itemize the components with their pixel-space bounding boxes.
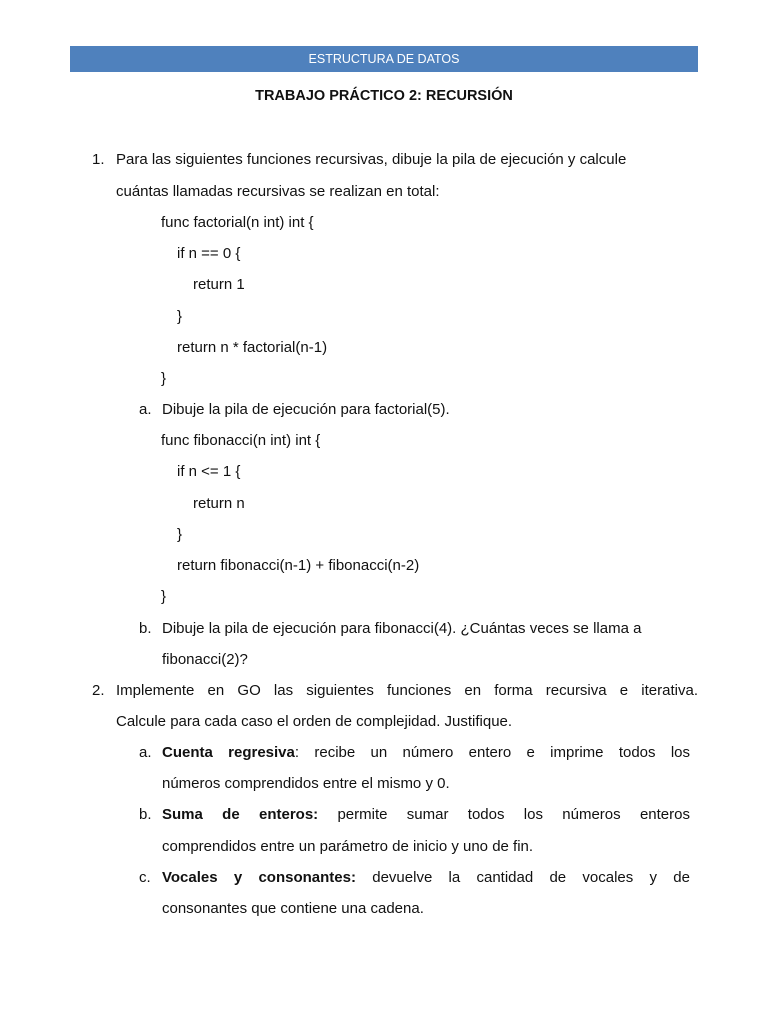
header-bar [70,46,698,72]
document-title: TRABAJO PRÁCTICO 2: RECURSIÓN [255,88,513,104]
code-fibonacci-line-6: } [161,588,167,605]
code-fibonacci-line-5: return fibonacci(n-1) + fibonacci(n-2) [177,557,420,574]
q2-b-line-2: comprendidos entre un parámetro de inicio y uno de fin. [162,838,534,855]
q1-b-line-2: fibonacci(2)? [162,651,248,668]
q2-a-label: a. [139,744,152,761]
q1-line-1: Para las siguientes funciones recursivas, dibuje la pila de ejecución y calcule [116,151,627,168]
q2-b-line-1 [162,804,690,826]
q2-b-term: Suma de enteros: [162,806,319,823]
code-factorial-line-2: if n == 0 { [177,245,241,262]
q1-b-label: b. [139,620,152,637]
q2-number: 2. [92,682,105,699]
q2-a-term: Cuenta regresiva [162,744,295,761]
q2-line-2: Calcule para cada caso el orden de complejidad. Justifique. [116,713,513,730]
q2-c-line-1 [162,867,690,889]
q2-b-label: b. [139,806,152,823]
code-fibonacci-line-2: if n <= 1 { [177,463,241,480]
code-fibonacci-line-4: } [177,526,183,543]
code-factorial-line-6: } [161,370,167,387]
code-factorial-line-3: return 1 [193,276,245,293]
header-title: ESTRUCTURA DE DATOS [308,52,460,66]
code-factorial-line-5: return n * factorial(n-1) [177,339,328,356]
q1-number: 1. [92,151,105,168]
q2-c-line-2: consonantes que contiene una cadena. [162,900,424,917]
q2-b-description: permite sumar todos los números enteros [318,806,690,823]
q2-c-label: c. [139,869,151,886]
q2-line-1: Implemente en GO las siguientes funciones en forma recursiva e iterativa. [116,682,698,699]
q2-a-line-2: números comprendidos entre el mismo y 0. [162,775,450,792]
q2-c-term: Vocales y consonantes: [162,869,356,886]
code-factorial-line-4: } [177,308,183,325]
code-factorial-line-1: func factorial(n int) int { [161,214,314,231]
q2-a-description: : recibe un número entero e imprime todos los [294,744,690,761]
q2-a-line-1 [162,742,690,764]
q1-b-line-1: Dibuje la pila de ejecución para fibonacci(4). ¿Cuántas veces se llama a [162,620,642,637]
q2-c-description: devuelve la cantidad de vocales y de [355,869,690,886]
q1-a-text: Dibuje la pila de ejecución para factorial(5). [162,401,450,418]
code-fibonacci-line-1: func fibonacci(n int) int { [161,432,321,449]
q1-a-label: a. [139,401,152,418]
code-fibonacci-line-3: return n [193,495,245,512]
q1-line-2: cuántas llamadas recursivas se realizan en total: [116,183,440,200]
